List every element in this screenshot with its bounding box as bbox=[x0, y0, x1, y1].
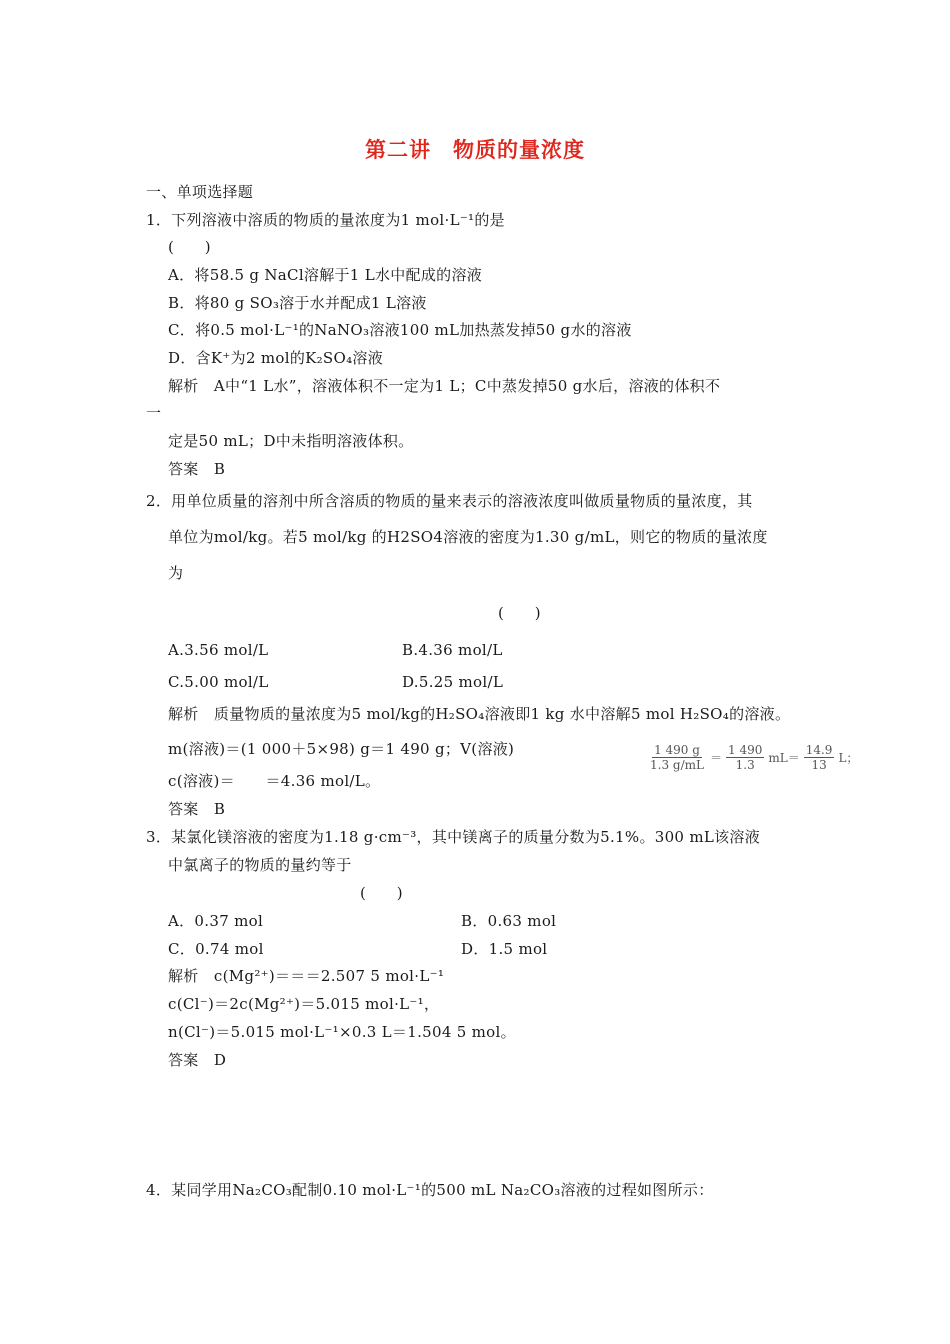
q3-option-a: A．0.37 mol bbox=[168, 912, 264, 930]
q3-analysis-line1: 解析 c(Mg²⁺)＝＝＝2.507 5 mol·L⁻¹ bbox=[168, 967, 445, 985]
q2-option-a: A.3.56 mol/L bbox=[168, 641, 269, 659]
q2-option-d: D.5.25 mol/L bbox=[402, 673, 504, 691]
q2-answer-blank: ( ) bbox=[498, 604, 541, 622]
q2-stem-line1: 2．用单位质量的溶剂中所含溶质的物质的量来表示的溶液浓度叫做质量物质的量浓度，其 bbox=[146, 492, 753, 510]
q3-option-c: C．0.74 mol bbox=[168, 940, 264, 958]
q2-stem-line3: 为 bbox=[168, 564, 184, 582]
q3-analysis-line2: c(Cl⁻)＝2c(Mg²⁺)＝5.015 mol·L⁻¹， bbox=[168, 995, 440, 1013]
q2-analysis-line3: c(溶液)＝ ＝4.36 mol/L。 bbox=[168, 772, 381, 790]
fraction-liters: $\frac{14.9}{13}$ bbox=[805, 743, 833, 772]
q3-answer: 答案 D bbox=[168, 1051, 227, 1069]
q2-analysis-line1: 解析 质量物质的量浓度为5 mol/kg的H₂SO₄溶液即1 kg 水中溶解5 mol H₂SO₄的溶液。 bbox=[168, 705, 791, 723]
q1-analysis-line1: 解析 A中“1 L水”，溶液体积不一定为1 L；C中蒸发掉50 g水后，溶液的体积不 bbox=[168, 377, 721, 395]
q1-answer-blank: ( ) bbox=[168, 238, 211, 256]
q2-answer: 答案 B bbox=[168, 800, 226, 818]
q2-stem-line2: 单位为mol/kg。若5 mol/kg 的H2SO4溶液的密度为1.30 g/mL，则它的物质的量浓度 bbox=[168, 528, 768, 546]
q3-stem-line1: 3．某氯化镁溶液的密度为1.18 g·cm⁻³，其中镁离子的质量分数为5.1%。300 mL该溶液 bbox=[146, 828, 761, 846]
q2-option-c: C.5.00 mol/L bbox=[168, 673, 269, 691]
fraction-mass-over-density: $\frac{1 490 g}{1.3 g/mL}$ bbox=[650, 743, 704, 772]
q2-volume-formula: $\frac{1 490 g}{1.3 g/mL}$ ＝ $\frac{1 490}{1.3}$ mL＝ $\frac{14.9}{13}$ L； bbox=[650, 743, 859, 772]
q2-option-b: B.4.36 mol/L bbox=[402, 641, 503, 659]
q2-analysis-line2: m(溶液)＝(1 000＋5×98) g＝1 490 g；V(溶液) bbox=[168, 740, 515, 758]
section-heading: 一、单项选择题 bbox=[146, 183, 254, 201]
q3-stem-line2: 中氯离子的物质的量约等于 bbox=[168, 856, 352, 874]
fraction-simplified: $\frac{1 490}{1.3}$ bbox=[728, 743, 763, 772]
q3-analysis-line3: n(Cl⁻)＝5.015 mol·L⁻¹×0.3 L＝1.504 5 mol。 bbox=[168, 1023, 516, 1041]
q1-option-b: B．将80 g SO₃溶于水并配成1 L溶液 bbox=[168, 294, 427, 312]
q1-stem: 1．下列溶液中溶质的物质的量浓度为1 mol·L⁻¹的是 bbox=[146, 211, 505, 229]
q4-stem: 4．某同学用Na₂CO₃配制0.10 mol·L⁻¹的500 mL Na₂CO₃溶液的过程如图所示： bbox=[146, 1181, 714, 1199]
q3-option-b: B．0.63 mol bbox=[461, 912, 557, 930]
q1-answer: 答案 B bbox=[168, 460, 226, 478]
q3-option-d: D．1.5 mol bbox=[461, 940, 548, 958]
q1-option-d: D．含K⁺为2 mol的K₂SO₄溶液 bbox=[168, 349, 384, 367]
q3-answer-blank: ( ) bbox=[360, 884, 403, 902]
page-title: 第二讲 物质的量浓度 bbox=[365, 138, 585, 162]
q1-option-a: A．将58.5 g NaCl溶解于1 L水中配成的溶液 bbox=[168, 266, 483, 284]
q1-option-c: C．将0.5 mol·L⁻¹的NaNO₃溶液100 mL加热蒸发掉50 g水的溶液 bbox=[168, 321, 632, 339]
q1-analysis-break: 一 bbox=[146, 404, 162, 422]
q1-analysis-line2: 定是50 mL；D中未指明溶液体积。 bbox=[168, 432, 414, 450]
